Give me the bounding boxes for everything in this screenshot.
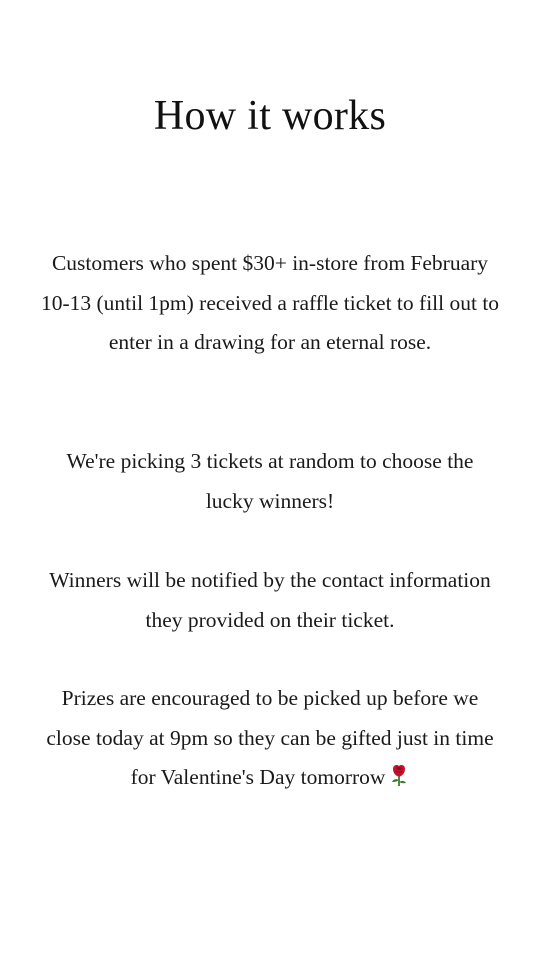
page-title: How it works (153, 93, 387, 139)
paragraph-eligibility-text: Customers who spent $30+ in-store from February 10-13 (until 1pm) received a raffle ticket to fill out to enter in a drawing for an eternal rose. (40, 251, 500, 354)
paragraph-pickup-text: Prizes are encouraged to be picked up before we close today at 9pm so they can be gifted just in time for Valentine's Day tomorrow (46, 686, 494, 789)
paragraph-drawing-text: We're picking 3 tickets at random to choose the lucky winners! (66, 449, 474, 513)
paragraph-drawing (40, 442, 500, 521)
paragraph-notification-text: Winners will be notified by the contact information they provided on their ticket. (49, 568, 491, 632)
paragraph-eligibility (40, 244, 500, 363)
rose-icon (389, 761, 409, 801)
paragraph-pickup (40, 679, 500, 801)
paragraph-notification (40, 561, 500, 640)
